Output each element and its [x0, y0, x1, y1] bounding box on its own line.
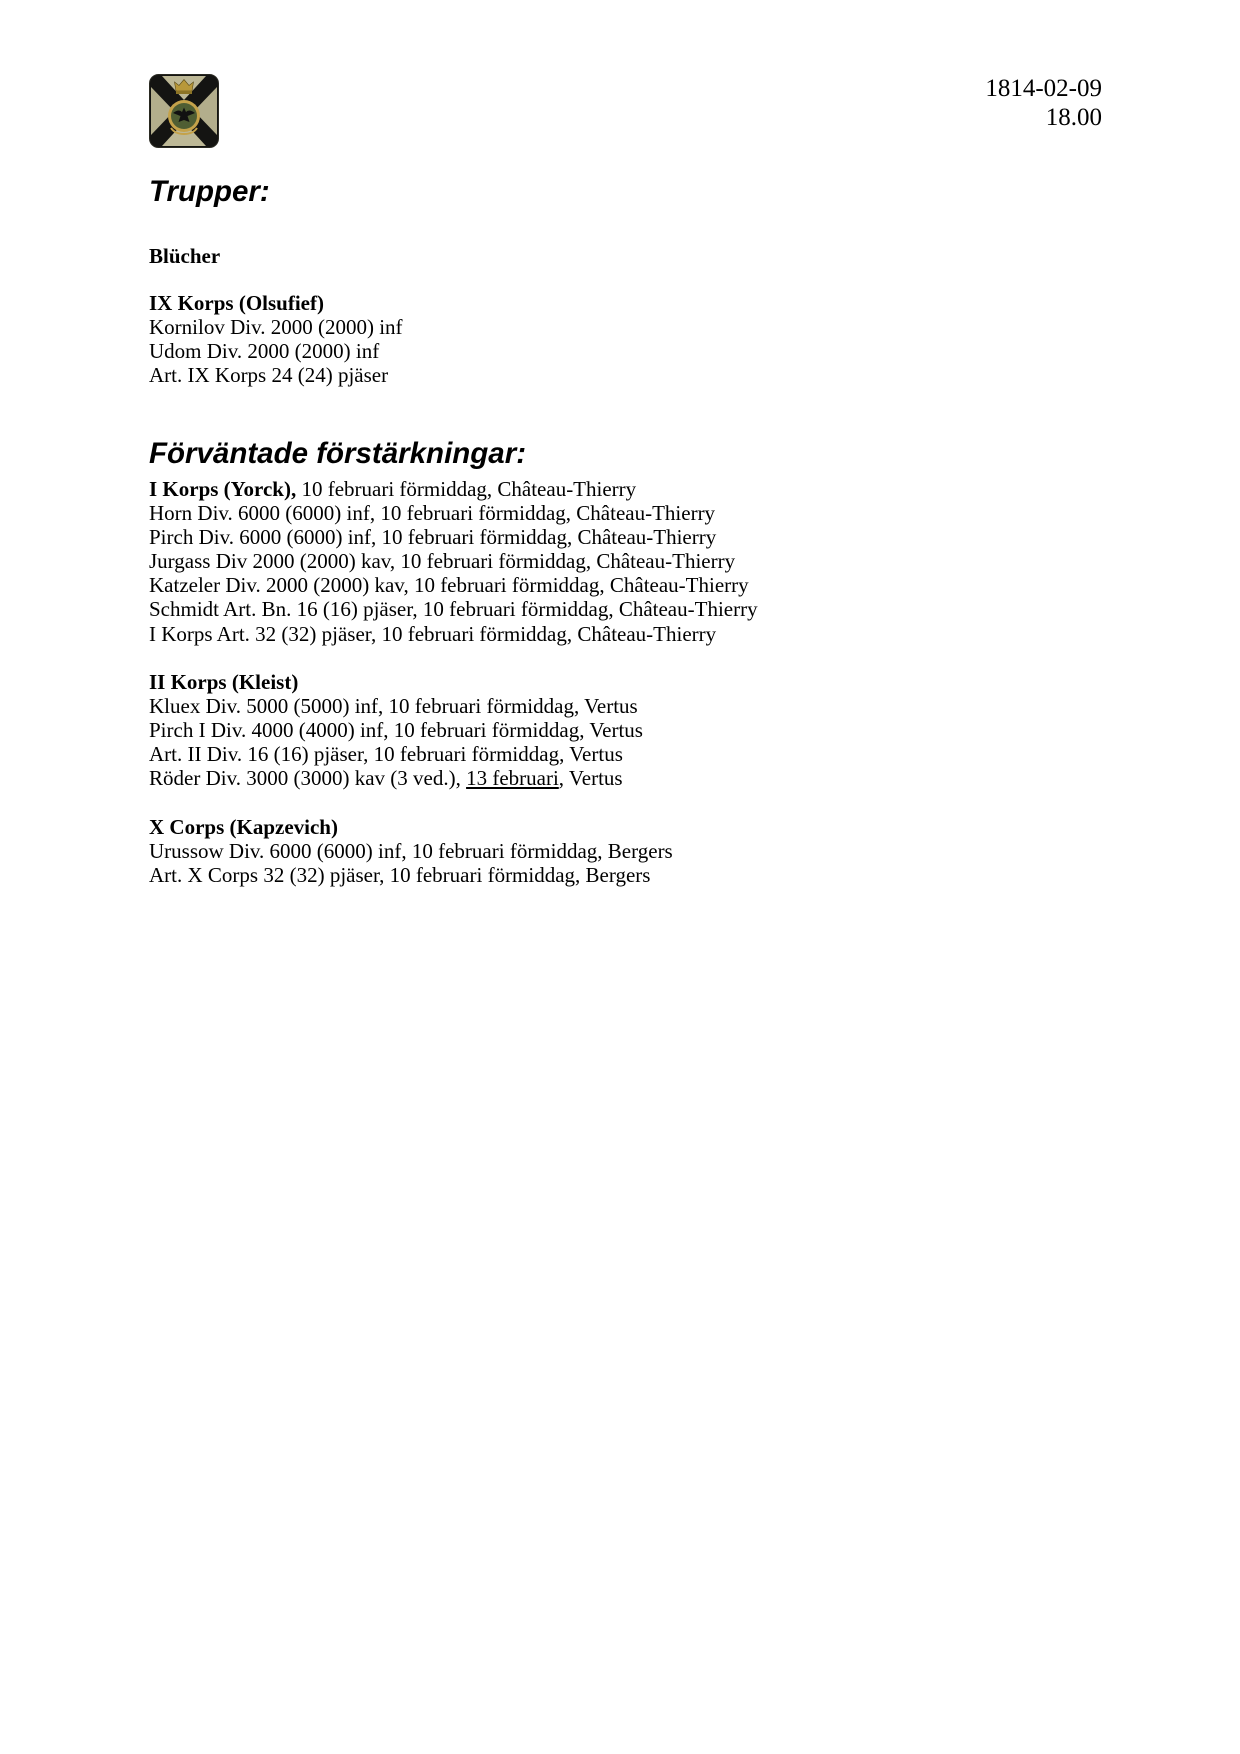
corps-title: X Corps (Kapzevich)	[149, 815, 338, 839]
unit-line: Schmidt Art. Bn. 16 (16) pjäser, 10 februari förmiddag, Château-Thierry	[149, 597, 758, 622]
unit-line: Kluex Div. 5000 (5000) inf, 10 februari förmiddag, Vertus	[149, 694, 638, 719]
corps-arrival: 10 februari förmiddag, Château-Thierry	[301, 477, 637, 501]
date-time-block	[985, 74, 1102, 132]
corps-x-block	[149, 815, 673, 887]
unit-line: Kornilov Div. 2000 (2000) inf	[149, 315, 403, 340]
unit-line-roder	[149, 766, 643, 790]
corps-title: II Korps (Kleist)	[149, 670, 299, 694]
unit-line: I Korps Art. 32 (32) pjäser, 10 februari förmiddag, Château-Thierry	[149, 621, 717, 646]
unit-line: Jurgass Div 2000 (2000) kav, 10 februari förmiddag, Château-Thierry	[149, 549, 736, 574]
troops-heading: Trupper:	[149, 175, 270, 208]
unit-line: Pirch I Div. 4000 (4000) inf, 10 februari förmiddag, Vertus	[149, 718, 643, 743]
corps-title: IX Korps (Olsufief)	[149, 291, 324, 315]
corps-ii-block	[149, 670, 643, 790]
corps-i-block	[149, 477, 758, 646]
unit-line: Art. II Div. 16 (16) pjäser, 10 februari förmiddag, Vertus	[149, 742, 623, 767]
unit-line: Urussow Div. 6000 (6000) inf, 10 februari förmiddag, Bergers	[149, 839, 673, 864]
document-date: 1814-02-09	[985, 75, 1102, 102]
reinforcements-heading: Förväntade förstärkningar:	[149, 437, 527, 470]
unit-destination: , Vertus	[558, 766, 623, 791]
corps-title: I Korps (Yorck),	[149, 477, 297, 501]
unit-line: Pirch Div. 6000 (6000) inf, 10 februari förmiddag, Château-Thierry	[149, 525, 717, 550]
unit-line: Katzeler Div. 2000 (2000) kav, 10 februari förmiddag, Château-Thierry	[149, 573, 749, 598]
document-time: 18.00	[1045, 104, 1102, 131]
unit-line: Udom Div. 2000 (2000) inf	[149, 339, 380, 364]
crest-logo	[149, 74, 219, 148]
underlined-date: 13 februari	[466, 766, 559, 791]
unit-line: Art. IX Korps 24 (24) pjäser	[149, 363, 389, 388]
crest-icon	[149, 74, 219, 148]
unit-text: Röder Div. 3000 (3000) kav (3 ved.),	[149, 766, 461, 791]
corps-title-line	[149, 477, 758, 501]
unit-line: Horn Div. 6000 (6000) inf, 10 februari förmiddag, Château-Thierry	[149, 501, 716, 526]
unit-line: Art. X Corps 32 (32) pjäser, 10 februari förmiddag, Bergers	[149, 863, 651, 888]
commander-name: Blücher	[149, 244, 221, 268]
corps-ix-block	[149, 291, 403, 387]
